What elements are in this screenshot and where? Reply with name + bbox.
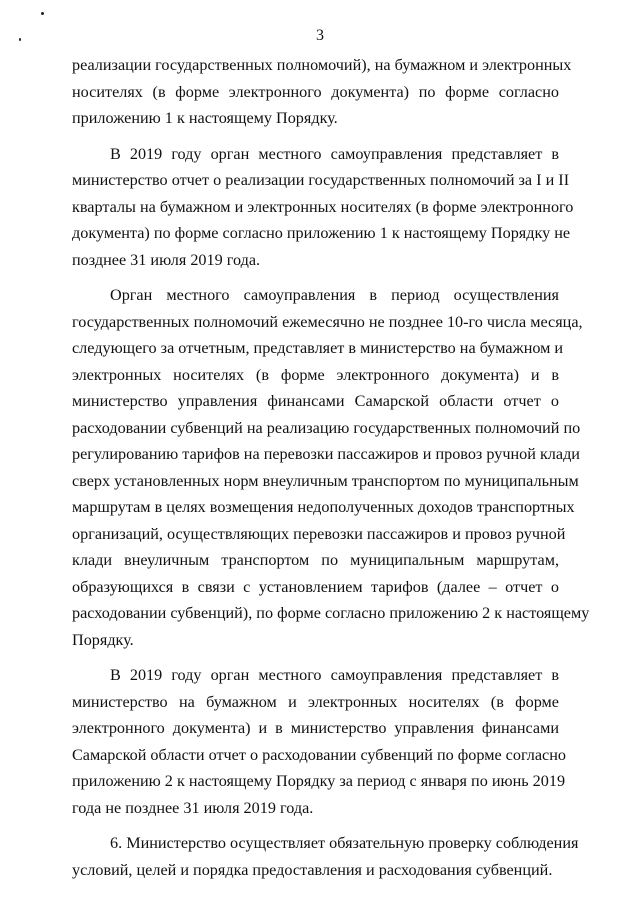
text-line: образующихся в связи с установлением тарифов (далее – отчет о	[72, 577, 559, 596]
text-line: условий, целей и порядка предоставления и расходования субвенций.	[72, 860, 553, 879]
text-line: министерство отчет о реализации государственных полномочий за I и II	[72, 171, 570, 189]
scan-speck-top	[41, 12, 44, 15]
text-line: носителях (в форме электронного документа) по форме согласно	[72, 82, 559, 101]
paragraph-2019-subvention-report	[72, 662, 566, 821]
text-line: министерство на бумажном и электронных носителях (в форме	[72, 692, 559, 711]
document-body	[72, 52, 590, 883]
text-line: следующего за отчетным, представляет в министерство на бумажном и	[72, 339, 564, 357]
text-line: расходовании субвенций), по форме согласно приложению 2 к настоящему	[72, 604, 590, 622]
text-line: Самарской области отчет о расходовании субвенций по форме согласно	[72, 745, 566, 764]
text-line: реализации государственных полномочий), на бумажном и электронных	[72, 56, 572, 74]
text-line: электронных носителях (в форме электронного документа) и в	[72, 365, 559, 384]
text-line: сверх установленных норм внеуличным транспортом по муниципальным	[72, 471, 579, 490]
text-line: приложению 1 к настоящему Порядку.	[72, 109, 338, 127]
text-line: позднее 31 июля 2019 года.	[72, 250, 261, 269]
text-line: года не позднее 31 июля 2019 года.	[72, 798, 314, 817]
text-line: государственных полномочий ежемесячно не позднее 10-го числа месяца,	[72, 312, 583, 331]
text-line: кварталы на бумажном и электронных носителях (в форме электронного	[72, 197, 574, 216]
text-line: маршрутам в целях возмещения недополученных доходов транспортных	[72, 498, 575, 516]
text-line: документа) по форме согласно приложению 1 к настоящему Порядку не	[72, 224, 571, 242]
paragraph-item-6	[72, 830, 579, 883]
text-line: электронного документа) и в министерство управления финансами	[72, 719, 559, 737]
text-line: 6. Министерство осуществляет обязательную проверку соблюдения	[110, 834, 579, 852]
paragraph-continuation	[72, 52, 572, 132]
text-line: Орган местного самоуправления в период осуществления	[110, 286, 559, 304]
text-line: министерство управления финансами Самарской области отчет о	[72, 392, 559, 410]
text-line: расходовании субвенций на реализацию государственных полномочий по	[72, 418, 581, 437]
text-line: регулированию тарифов на перевозки пассажиров и провоз ручной клади	[72, 445, 580, 463]
text-line: Порядку.	[72, 630, 134, 649]
paragraph-2019-quarterly-report	[72, 141, 574, 274]
text-line: В 2019 году орган местного самоуправления представляет в	[110, 666, 559, 684]
text-line: клади внеуличным транспортом по муниципальным маршрутам,	[72, 551, 559, 569]
text-line: организаций, осуществляющих перевозки пассажиров и провоз ручной	[72, 524, 566, 543]
page-number: 3	[316, 27, 324, 44]
paragraph-monthly-report	[72, 282, 590, 653]
text-line: В 2019 году орган местного самоуправления представляет в	[110, 144, 559, 163]
text-line: приложению 2 к настоящему Порядку за период с января по июнь 2019	[72, 772, 566, 790]
